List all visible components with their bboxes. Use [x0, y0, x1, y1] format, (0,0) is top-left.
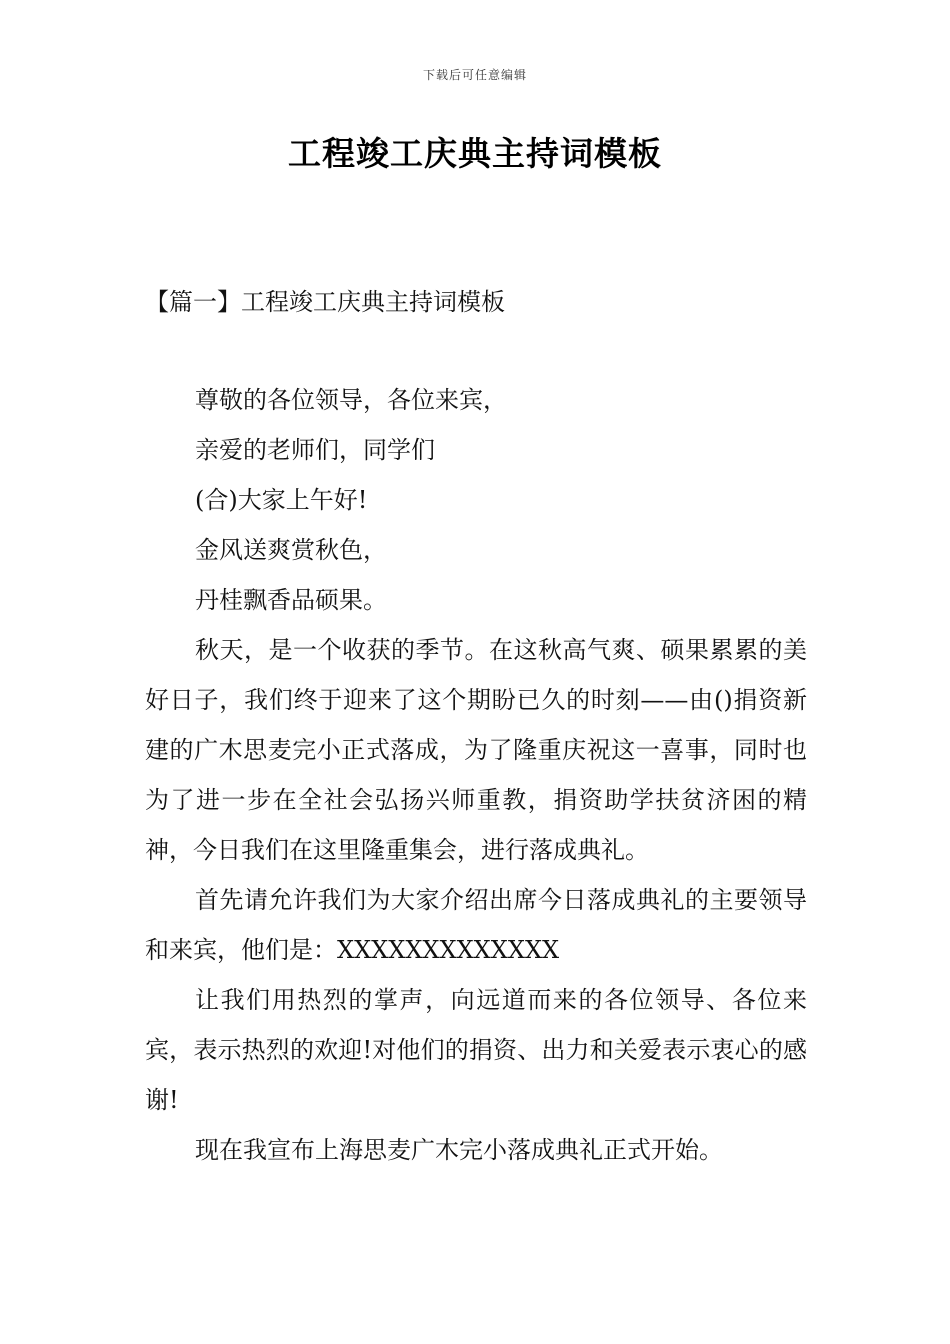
body-paragraph: 首先请允许我们为大家介绍出席今日落成典礼的主要领导和来宾，他们是：XXXXXXXXXXXXX [145, 886, 807, 964]
document-body [145, 375, 807, 1175]
greeting-line: (合)大家上午好! [195, 486, 368, 514]
greeting-line: 亲爱的老师们，同学们 [195, 436, 435, 464]
verse-line: 丹桂飘香品硕果。 [195, 586, 387, 614]
section-heading: 【篇一】工程竣工庆典主持词模板 [145, 288, 505, 316]
body-paragraph: 秋天，是一个收获的季节。在这秋高气爽、硕果累累的美好日子，我们终于迎来了这个期盼已久的时刻——由()捐资新建的广木思麦完小正式落成，为了隆重庆祝这一喜事，同时也为了进一步在全社会弘扬兴师重教，捐资助学扶贫济困的精神，今日我们在这里隆重集会，进行落成典礼。 [145, 636, 807, 864]
closing-line: 现在我宣布上海思麦广木完小落成典礼正式开始。 [195, 1136, 723, 1164]
verse-line: 金风送爽赏秋色， [195, 536, 387, 564]
download-note: 下载后可任意编辑 [422, 68, 527, 82]
body-paragraph: 让我们用热烈的掌声，向远道而来的各位领导、各位来宾，表示热烈的欢迎!对他们的捐资、出力和关爱表示衷心的感谢! [145, 986, 807, 1114]
document-title: 工程竣工庆典主持词模板 [288, 134, 662, 173]
greeting-line: 尊敬的各位领导，各位来宾， [195, 386, 507, 414]
